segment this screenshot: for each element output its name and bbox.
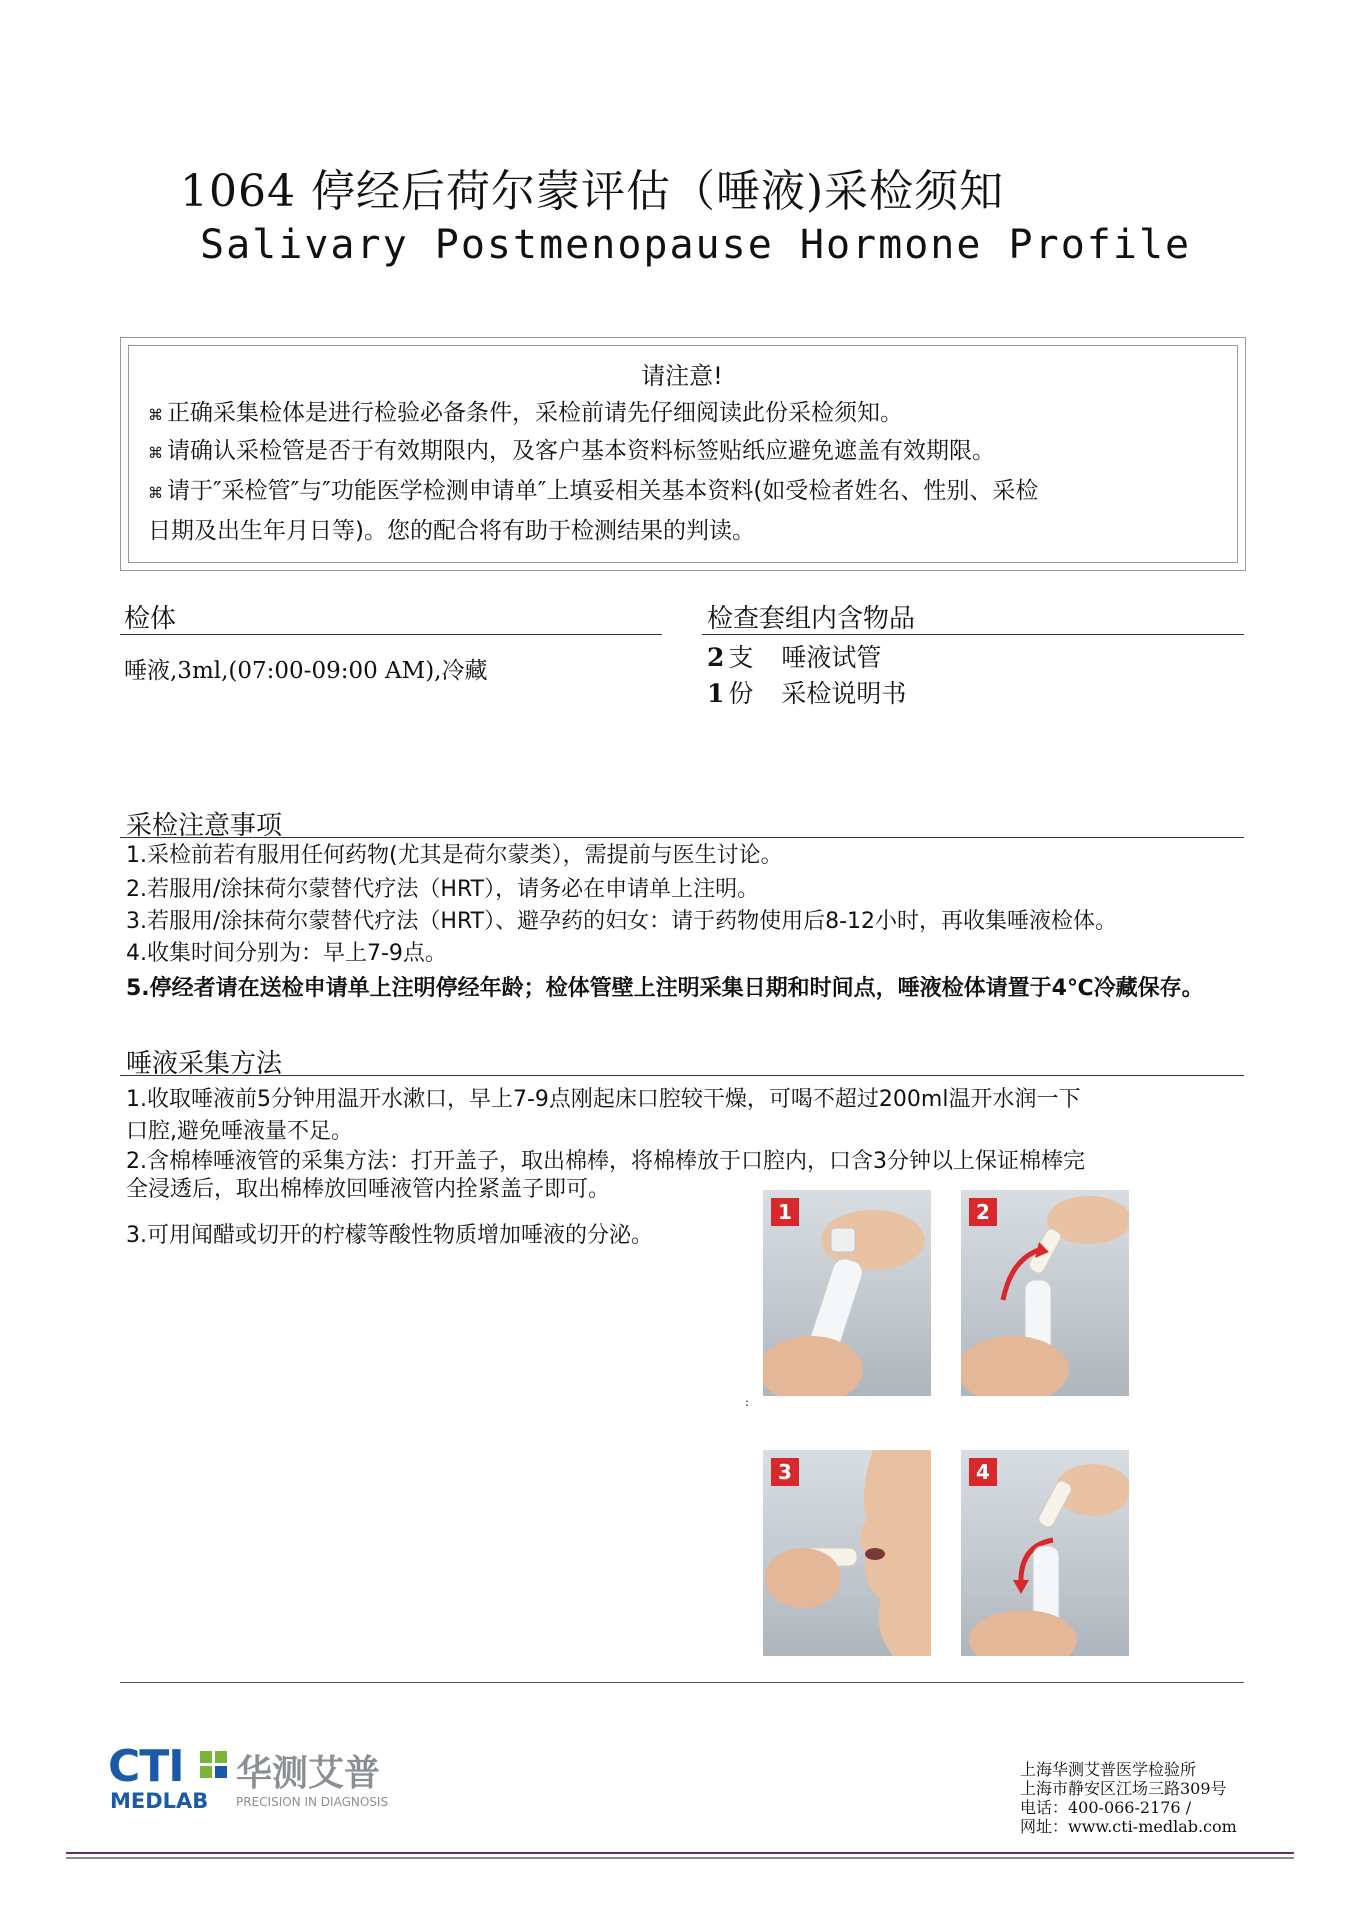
specimen-title: 检体 bbox=[124, 604, 177, 634]
swab-chewing-illustration bbox=[763, 1450, 931, 1656]
logo-cn: 华测艾普 bbox=[236, 1753, 381, 1794]
step-photo-1 bbox=[763, 1190, 931, 1396]
stray-mark: : bbox=[745, 1395, 750, 1409]
specimen-rule bbox=[120, 634, 662, 635]
precautions-title: 采检注意事项 bbox=[126, 811, 283, 841]
tube-cap-illustration bbox=[763, 1190, 931, 1396]
precaution-line: 1.采检前若有服用任何药物(尤其是荷尔蒙类），需提前与医生讨论。 bbox=[126, 843, 783, 868]
step-number: 1 bbox=[771, 1198, 799, 1226]
page-title-en: Salivary Postmenopause Hormone Profile bbox=[200, 222, 1192, 268]
kit-item: 1 份 采检说明书 bbox=[707, 679, 907, 708]
step-photo-3 bbox=[763, 1450, 931, 1656]
step-photo-4 bbox=[961, 1450, 1129, 1656]
precaution-line: 4.收集时间分别为：早上7-9点。 bbox=[126, 941, 447, 966]
content-bottom-rule bbox=[120, 1682, 1244, 1683]
step-number: 4 bbox=[969, 1458, 997, 1486]
footer-website: 网址：www.cti-medlab.com bbox=[1020, 1817, 1237, 1836]
swab-return-illustration bbox=[961, 1450, 1129, 1656]
notice-line: ⌘ 请确认采检管是否于有效期限内，及客户基本资料标签贴纸应避免遮盖有效期限。 bbox=[148, 438, 995, 464]
kit-item: 2 支 唾液试管 bbox=[707, 643, 882, 672]
method-line: 1.收取唾液前5分钟用温开水漱口，早上7-9点刚起床口腔较干燥，可喝不超过200ml温开水润一下 bbox=[126, 1087, 1081, 1112]
footer-street: 上海市静安区江场三路309号 bbox=[1020, 1779, 1227, 1798]
command-icon: ⌘ bbox=[148, 444, 163, 462]
step-number: 2 bbox=[969, 1198, 997, 1226]
logo-tagline: PRECISION IN DIAGNOSIS bbox=[236, 1795, 389, 1809]
command-icon: ⌘ bbox=[148, 484, 163, 502]
step-number: 3 bbox=[771, 1458, 799, 1486]
footer-address bbox=[1020, 1760, 1237, 1836]
step-photo-2 bbox=[961, 1190, 1129, 1396]
method-line: 口腔,避免唾液量不足。 bbox=[126, 1119, 353, 1144]
kit-title: 检查套组内含物品 bbox=[707, 604, 916, 634]
notice-line: 日期及出生年月日等)。您的配合将有助于检测结果的判读。 bbox=[148, 518, 755, 544]
footer-bar-top bbox=[66, 1852, 1294, 1854]
method-rule bbox=[120, 1075, 1244, 1076]
precaution-line: 5.停经者请在送检申请单上注明停经年龄；检体管壁上注明采集日期和时间点，唾液检体请置于4℃冷藏保存。 bbox=[126, 976, 1204, 1001]
footer-org: 上海华测艾普医学检验所 bbox=[1020, 1760, 1197, 1779]
specimen-text: 唾液,3ml,(07:00-09:00 AM),冷藏 bbox=[124, 658, 488, 684]
logo-medlab: MEDLAB bbox=[110, 1789, 209, 1813]
page-title-cn: 1064 停经后荷尔蒙评估（唾液)采检须知 bbox=[180, 166, 1005, 217]
method-title: 唾液采集方法 bbox=[126, 1049, 283, 1079]
precaution-line: 2.若服用/涂抹荷尔蒙替代疗法（HRT），请务必在申请单上注明。 bbox=[126, 877, 760, 902]
notice-heading: 请注意! bbox=[641, 362, 723, 390]
kit-rule bbox=[702, 634, 1244, 635]
notice-line: ⌘ 正确采集检体是进行检验必备条件，采检前请先仔细阅读此份采检须知。 bbox=[148, 400, 903, 426]
method-line: 3.可用闻醋或切开的柠檬等酸性物质增加唾液的分泌。 bbox=[126, 1223, 653, 1248]
company-logo bbox=[108, 1741, 438, 1817]
footer-bar-bottom bbox=[66, 1857, 1294, 1859]
precaution-line: 3.若服用/涂抹荷尔蒙替代疗法（HRT）、避孕药的妇女：请于药物使用后8-12小时，再收集唾液检体。 bbox=[126, 909, 1118, 934]
swab-remove-illustration bbox=[961, 1190, 1129, 1396]
method-line: 2.含棉棒唾液管的采集方法：打开盖子，取出棉棒，将棉棒放于口腔内，口含3分钟以上保证棉棒完 bbox=[126, 1149, 1085, 1174]
command-icon: ⌘ bbox=[148, 406, 163, 424]
notice-line: ⌘ 请于″采检管″与″功能医学检测申请单″上填妥相关基本资料(如受检者姓名、性别、采检 bbox=[148, 478, 1039, 504]
logo-grid-icon bbox=[200, 1751, 228, 1779]
logo-cti: CTI bbox=[108, 1741, 184, 1792]
method-line: 全浸透后，取出棉棒放回唾液管内拴紧盖子即可。 bbox=[126, 1177, 611, 1202]
footer-phone: 电话：400-066-2176 / bbox=[1020, 1798, 1192, 1817]
